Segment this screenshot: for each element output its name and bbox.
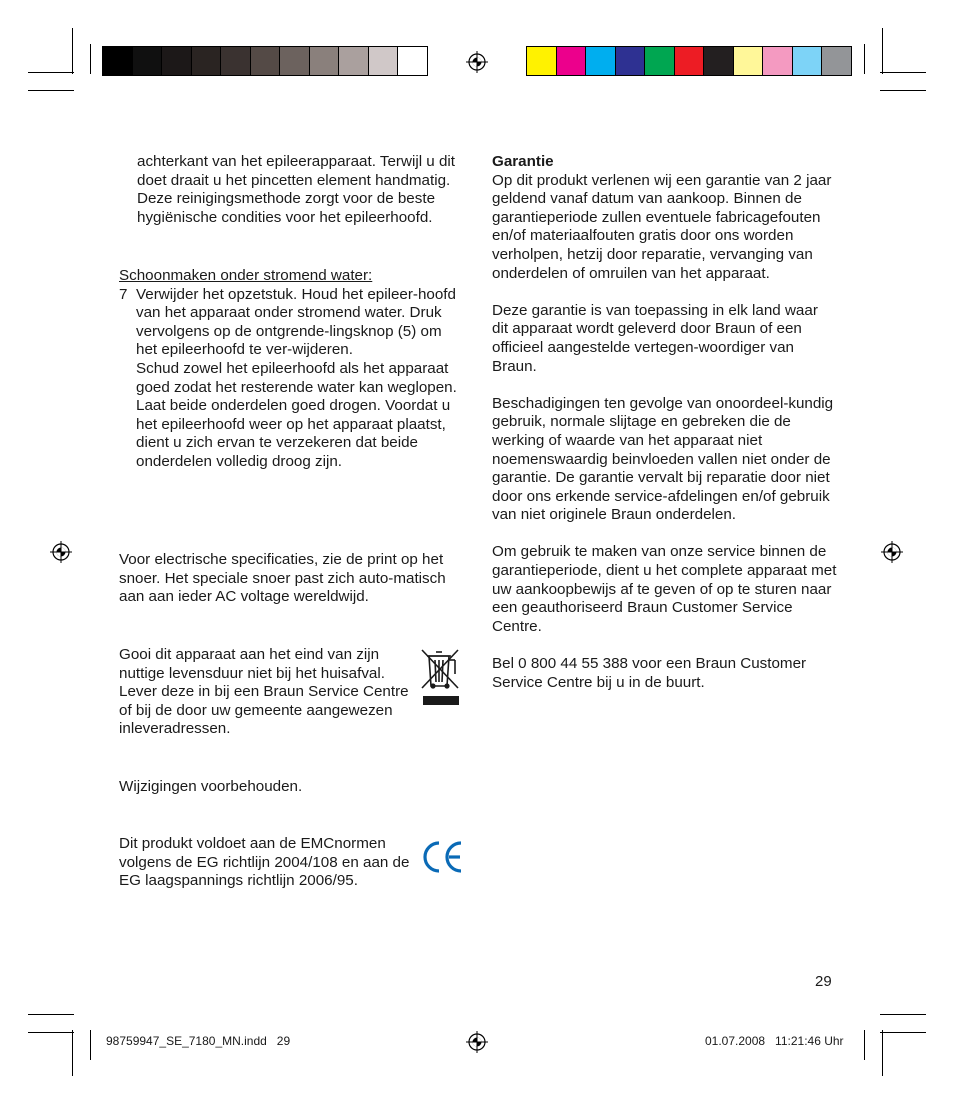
registration-mark-icon — [466, 51, 488, 73]
crop-mark — [28, 72, 74, 73]
color-swatch — [616, 47, 646, 75]
guarantee-heading: Garantie — [492, 153, 554, 170]
color-swatch — [527, 47, 557, 75]
step-number: 7 — [119, 285, 128, 303]
color-swatch — [162, 47, 192, 75]
crop-mark — [28, 1014, 74, 1015]
step-text: Verwijder het opzetstuk. Houd het epileer-hoofd van het apparaat onder stromend water. Druk vervolgens op de ontgrende-lingsknop (5) om het epileerhoofd te ver-wijderen. — [136, 285, 456, 359]
crop-mark — [28, 1032, 74, 1033]
color-swatch — [586, 47, 616, 75]
color-swatch — [251, 47, 281, 75]
color-swatch — [734, 47, 764, 75]
changes-text: Wijzigingen voorbehouden. — [119, 778, 303, 795]
emc-text: Dit produkt voldoet aan de EMCnormen volgens de EG richtlijn 2004/108 en aan de EG laagspannings richtlijn 2006/95. — [119, 835, 410, 890]
color-swatch — [369, 47, 399, 75]
color-swatch — [133, 47, 163, 75]
crop-mark — [72, 1030, 73, 1076]
disposal-text: Gooi dit apparaat aan het eind van zijn nuttige levensduur niet bij het huisafval. Lever deze in bij een Braun Service Centre of bij de door uw gemeente aangewezen inleveradressen. — [119, 646, 409, 738]
color-swatch — [280, 47, 310, 75]
page-number: 29 — [815, 973, 832, 990]
step-body — [136, 286, 459, 472]
crop-mark — [90, 1030, 91, 1060]
color-swatch — [704, 47, 734, 75]
footer-timestamp: 01.07.2008 11:21:46 Uhr — [705, 1034, 844, 1048]
grayscale-color-bar — [102, 46, 428, 76]
process-color-bar — [526, 46, 852, 76]
registration-mark-icon — [466, 1031, 488, 1053]
guarantee-paragraph: Beschadigingen ten gevolge van onoordeel-kundig gebruik, normale slijtage en gebreken die de werking of waarde van het apparaat niet noemenswaardig beinvloeden vallen niet onder de garantie. De garantie vervalt bij reparatie door niet door ons erkende service-afdelingen en/of gebruik van niet originele Braun onderdelen. — [492, 394, 834, 524]
step-text: Schud zowel het epileerhoofd als het apparaat goed zodat het resterende water kan weglopen. Laat beide onderdelen goed drogen. Voordat u het epileerhoofd weer op het apparaat plaatst, dient u zich ervan te verzekeren dat beide onderdelen volledig droog zijn. — [136, 359, 457, 470]
crop-mark — [28, 90, 74, 91]
crop-mark — [880, 90, 926, 91]
crop-mark — [880, 1032, 926, 1033]
registration-mark-icon — [881, 541, 903, 563]
color-swatch — [221, 47, 251, 75]
electrical-spec-text: Voor electrische specificaties, zie de print op het snoer. Het speciale snoer past zich auto-matisch aan aan ieder AC voltage wereldwijd. — [119, 551, 446, 606]
ce-mark-icon — [419, 839, 465, 875]
crossed-out-wheelie-bin-icon — [419, 646, 463, 708]
guarantee-section — [492, 153, 838, 692]
crop-mark — [90, 44, 91, 74]
color-swatch — [398, 47, 427, 75]
rinse-section — [119, 267, 459, 472]
step-item — [119, 286, 459, 472]
crop-mark — [882, 1030, 883, 1076]
guarantee-paragraph: Deze garantie is van toepassing in elk land waar dit apparaat wordt geleverd door Braun of een officieel aangestelde vertegen-woordiger van Braun. — [492, 301, 818, 375]
color-swatch — [645, 47, 675, 75]
color-swatch — [763, 47, 793, 75]
crop-mark — [864, 44, 865, 74]
crop-mark — [880, 1014, 926, 1015]
crop-mark — [72, 28, 73, 74]
guarantee-paragraph: Om gebruik te maken van onze service binnen de garantieperiode, dient u het complete apparaat met uw aankoopbewijs af te geven of op te sturen naar een geauthoriseerd Braun Customer Service Centre. — [492, 543, 837, 635]
color-swatch — [675, 47, 705, 75]
footer-file-name: 98759947_SE_7180_MN.indd 29 — [106, 1034, 291, 1048]
continued-cleaning-text: achterkant van het epileerapparaat. Terwijl u dit doet draait u het pincetten element handmatig. Deze reinigingsmethode zorgt voor de beste hygiënische condities voor het epileerhoofd. — [137, 153, 456, 226]
crop-mark — [864, 1030, 865, 1060]
color-swatch — [310, 47, 340, 75]
guarantee-paragraph: Op dit produkt verlenen wij een garantie van 2 jaar geldend vanaf datum van aankoop. Binnen de garantieperiode zullen eventuele fabricagefouten en/of materiaalfouten gratis door ons worden verholpen, hetzij door reparatie, vervanging van onderdelen of omruilen van het apparaat. — [492, 171, 832, 282]
crop-mark — [880, 72, 926, 73]
crop-mark — [882, 28, 883, 74]
color-swatch — [557, 47, 587, 75]
color-swatch — [103, 47, 133, 75]
color-swatch — [192, 47, 222, 75]
color-swatch — [339, 47, 369, 75]
guarantee-paragraph: Bel 0 800 44 55 388 voor een Braun Customer Service Centre bij u in de buurt. — [492, 655, 807, 691]
color-swatch — [822, 47, 851, 75]
registration-mark-icon — [50, 541, 72, 563]
color-swatch — [793, 47, 823, 75]
rinse-heading: Schoonmaken onder stromend water: — [119, 267, 373, 284]
